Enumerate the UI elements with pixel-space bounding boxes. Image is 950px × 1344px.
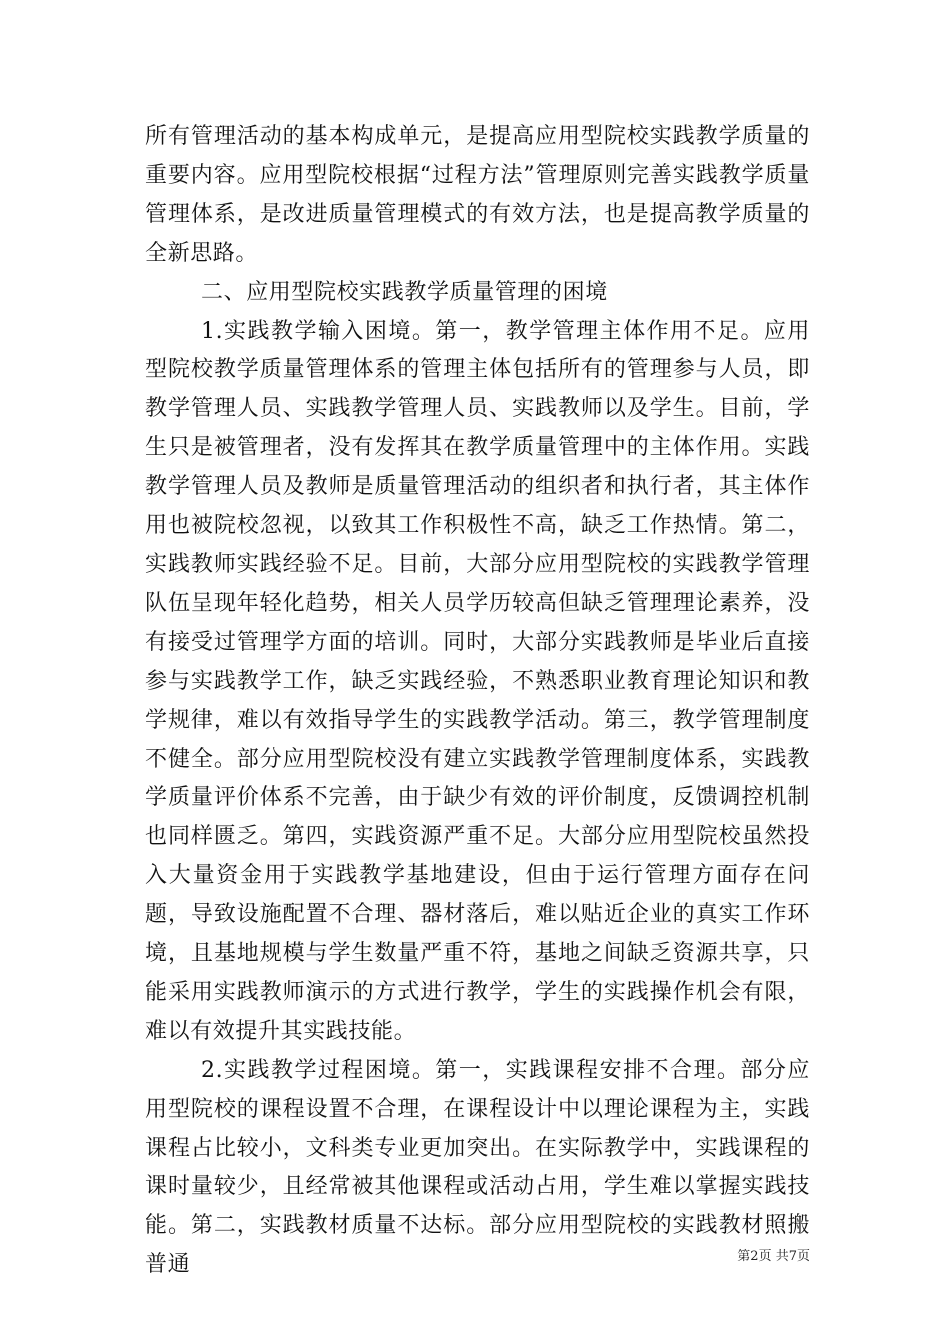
paragraph-process-dilemma: 2.实践教学过程困境。第一，实践课程安排不合理。部分应用型院校的课程设置不合理，在课程设计中以理论课程为主，实践课程占比较小，文科类专业更加突出。在实际教学中，实践课程的课时量较少，且经常被其他课程或活动占用，学生难以掌握实践技能。第二，实践教材质量不达标。部分应用型院校的实践教材照搬普通 [145,1057,810,1278]
paragraph-input-dilemma: 1.实践教学输入困境。第一，教学管理主体作用不足。应用型院校教学质量管理体系的管理主体包括所有的管理参与人员，即教学管理人员、实践教学管理人员、实践教师以及学生。目前，学生只是被管理者，没有发挥其在教学质量管理中的主体作用。实践教学管理人员及教师是质量管理活动的组织者和执行者，其主体作用也被院校忽视，以致其工作积极性不高，缺乏工作热情。第二，实践教师实践经验不足。目前，大部分应用型院校的实践教学管理队伍呈现年轻化趋势，相关人员学历较高但缺乏管理理论素养，没有接受过管理学方面的培训。同时，大部分实践教师是毕业后直接参与实践教学工作，缺乏实践经验，不熟悉职业教育理论知识和教学规律，难以有效指导学生的实践教学活动。第三，教学管理制度不健全。部分应用型院校没有建立实践教学管理制度体系，实践教学质量评价体系不完善，由于缺少有效的评价制度，反馈调控机制也同样匮乏。第四，实践资源严重不足。大部分应用型院校虽然投入大量资金用于实践教学基地建设，但由于运行管理方面存在问题，导致设施配置不合理、器材落后，难以贴近企业的真实工作环境，且基地规模与学生数量严重不符，基地之间缺乏资源共享，只能采用实践教师演示的方式进行教学，学生的实践操作机会有限，难以有效提升其实践技能。 [145,318,810,1044]
footer-suffix: 页 [796,1249,810,1264]
document-body [145,118,810,1285]
section-heading: 二、应用型院校实践教学质量管理的困境 [201,279,608,305]
page-footer [700,1248,810,1266]
footer-current-page: 2 [750,1249,759,1264]
footer-total-pages: 7 [788,1249,797,1264]
footer-middle: 页 共 [758,1249,789,1264]
footer-prefix: 第 [737,1249,751,1264]
paragraph-continuation: 所有管理活动的基本构成单元，是提高应用型院校实践教学质量的重要内容。应用型院校根据“过程方法”管理原则完善实践教学质量管理体系，是改进质量管理模式的有效方法，也是提高教学质量的全新思路。 [145,124,810,266]
